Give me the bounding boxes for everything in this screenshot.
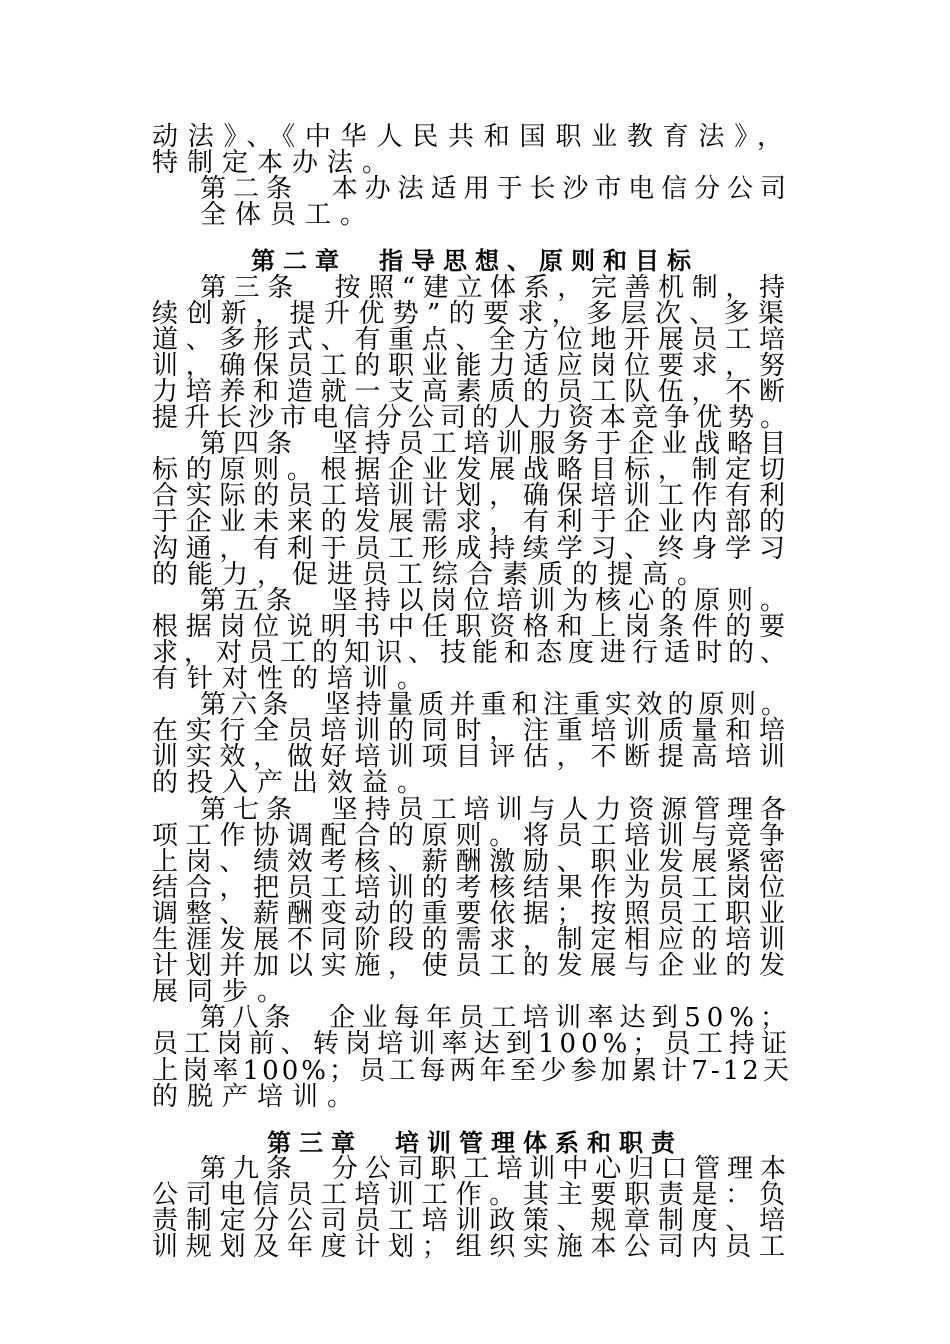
paragraph-line: 第六条 坚持量质并重和注重实效的原则。: [200, 690, 792, 720]
paragraph-line: 特制定本办法。: [152, 148, 398, 178]
paragraph-line: 动法》、《中华人民共和国职业教育法》，: [152, 122, 792, 152]
paragraph-line: 在实行全员培训的同时，注重培训质量和培: [152, 716, 792, 746]
paragraph-line: 展同步。: [152, 977, 293, 1007]
paragraph-line: 责制定分公司员工培训政策、规章制度、培: [152, 1206, 792, 1236]
paragraph-line: 第七条 坚持员工培训与人力资源管理各: [200, 795, 792, 825]
paragraph-line: 的脱产培训。: [152, 1082, 363, 1112]
chapter-heading: 第二章 指导思想、原则和目标: [251, 247, 699, 275]
chapter-heading: 第三章 培训管理体系和职责: [267, 1129, 683, 1157]
paragraph-line: 合实际的员工培训计划，确保培训工作有利: [152, 481, 792, 511]
paragraph-line: 训实效，做好培训项目评估，不断提高培训: [152, 742, 792, 772]
paragraph-line: 训，确保员工的职业能力适应岗位要求，努: [152, 351, 792, 381]
paragraph-line: 标的原则。根据企业发展战略目标，制定切: [152, 455, 792, 485]
paragraph-line: 续创新，提升优势”的要求，多层次、多渠: [152, 299, 792, 329]
paragraph-line: 第二条 本办法适用于长沙市电信分公司: [200, 174, 792, 204]
paragraph-line: 于企业未来的发展需求，有利于企业内部的: [152, 507, 792, 537]
paragraph-line: 有针对性的培训。: [152, 664, 433, 694]
paragraph-line: 全体员工。: [200, 200, 376, 230]
paragraph-line: 生涯发展不同阶段的需求，制定相应的培训: [152, 925, 792, 955]
paragraph-line: 上岗、绩效考核、薪酬激励、职业发展紧密: [152, 847, 792, 877]
paragraph-line: 结合，把员工培训的考核结果作为员工岗位: [152, 873, 792, 903]
paragraph-line: 调整、薪酬变动的重要依据；按照员工职业: [152, 899, 792, 929]
paragraph-line: 力培养和造就一支高素质的员工队伍，不断: [152, 377, 792, 407]
paragraph-line: 求，对员工的知识、技能和态度进行适时的、: [152, 638, 793, 668]
paragraph-line: 项工作协调配合的原则。将员工培训与竞争: [152, 821, 792, 851]
paragraph-line: 训规划及年度计划；组织实施本公司内员工: [152, 1232, 792, 1262]
paragraph-line: 员工岗前、转岗培训率达到100%；员工持证: [152, 1029, 792, 1059]
paragraph-line: 第九条 分公司职工培训中心归口管理本: [200, 1154, 792, 1184]
paragraph-line: 根据岗位说明书中任职资格和上岗条件的要: [152, 612, 792, 642]
paragraph-line: 沟通，有利于员工形成持续学习、终身学习: [152, 534, 792, 564]
paragraph-line: 提升长沙市电信分公司的人力资本竞争优势。: [152, 403, 793, 433]
paragraph-line: 第五条 坚持以岗位培训为核心的原则。: [200, 586, 792, 616]
paragraph-line: 第三条 按照“建立体系，完善机制，持: [200, 273, 792, 303]
paragraph-line: 公司电信员工培训工作。其主要职责是：负: [152, 1180, 792, 1210]
paragraph-line: 上岗率100%；员工每两年至少参加累计7-12天: [152, 1056, 792, 1086]
paragraph-line: 第四条 坚持员工培训服务于企业战略目: [200, 429, 792, 459]
paragraph-line: 计划并加以实施，使员工的发展与企业的发: [152, 951, 792, 981]
paragraph-line: 道、多形式、有重点、全方位地开展员工培: [152, 325, 792, 355]
paragraph-line: 的能力，促进员工综合素质的提高。: [152, 560, 713, 590]
paragraph-line: 的投入产出效益。: [152, 768, 433, 798]
paragraph-line: 第八条 企业每年员工培训率达到50%；: [200, 1003, 792, 1033]
